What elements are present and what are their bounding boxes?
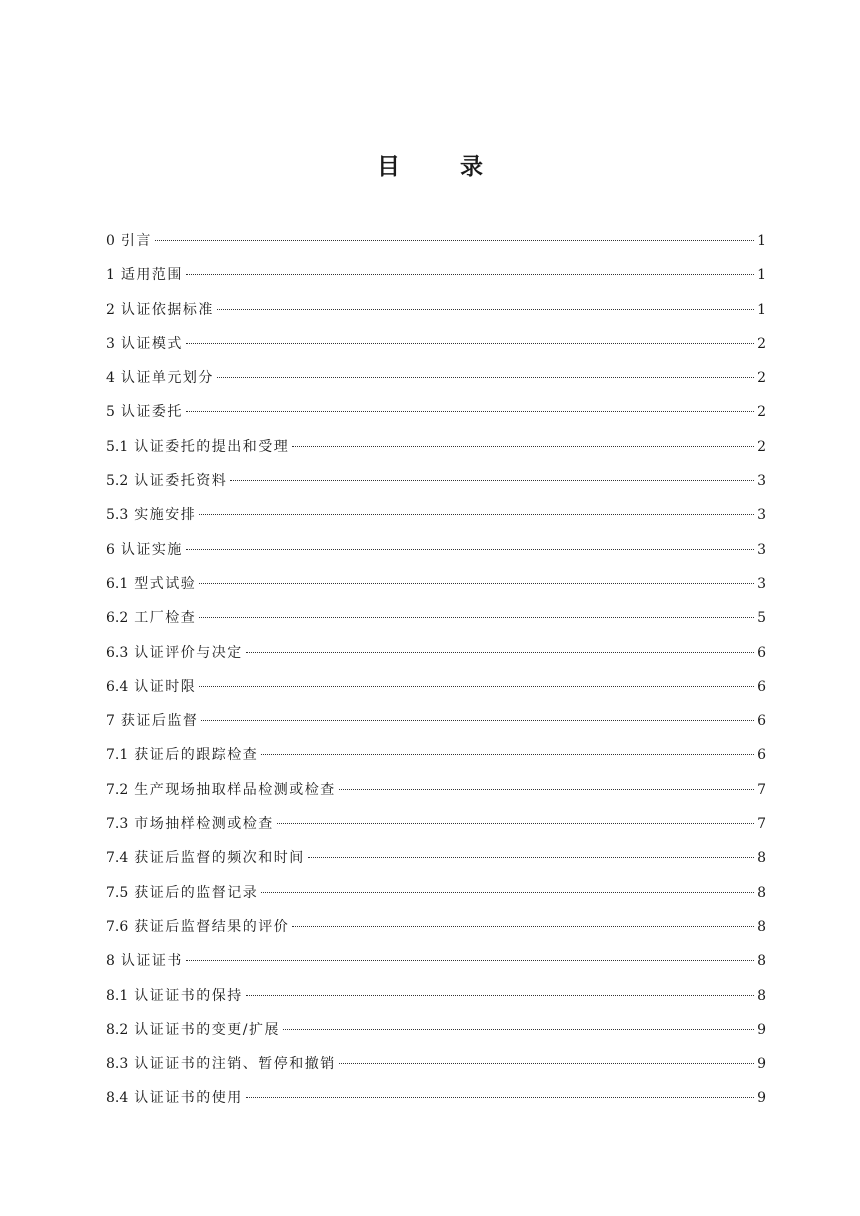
toc-entry-number: 6.4 — [106, 678, 129, 695]
toc-dot-leader — [292, 446, 754, 447]
toc-dot-leader — [186, 549, 754, 550]
toc-entry[interactable] — [106, 603, 766, 637]
toc-dot-leader — [199, 583, 754, 584]
toc-entry[interactable] — [106, 466, 766, 500]
toc-entry-title: 实施安排 — [134, 507, 197, 524]
toc-entry-number: 2 — [106, 301, 115, 318]
toc-entry-number: 8 — [106, 953, 115, 970]
toc-entry-title: 认证单元划分 — [120, 370, 214, 387]
toc-entry-page: 1 — [757, 301, 766, 318]
toc-dot-leader — [308, 857, 754, 858]
toc-dot-leader — [246, 652, 754, 653]
toc-entry-title: 获证后的监督记录 — [134, 884, 259, 901]
toc-dot-leader — [261, 754, 754, 755]
toc-entry[interactable] — [106, 981, 766, 1015]
toc-entry[interactable] — [106, 226, 766, 260]
toc-entry-title: 认证证书的变更/扩展 — [134, 1021, 280, 1038]
toc-entry-number: 8.4 — [106, 1090, 129, 1107]
toc-entry[interactable] — [106, 775, 766, 809]
toc-entry-number: 6.1 — [106, 575, 129, 592]
toc-dot-leader — [217, 309, 754, 310]
toc-entry-page: 1 — [757, 267, 766, 284]
toc-entry-page: 6 — [757, 747, 766, 764]
toc-entry[interactable] — [106, 638, 766, 672]
toc-entry-number: 1 — [106, 267, 115, 284]
toc-entry-number: 3 — [106, 335, 115, 352]
toc-entry-number: 7.5 — [106, 884, 129, 901]
toc-entry-title: 引言 — [120, 233, 152, 249]
toc-entry-number: 4 — [106, 370, 115, 387]
toc-entry-number: 8.2 — [106, 1021, 129, 1038]
toc-entry-page: 1 — [757, 233, 766, 249]
toc-entry-number: 6.2 — [106, 610, 129, 627]
toc-entry-page: 6 — [757, 713, 766, 730]
toc-entry[interactable] — [106, 946, 766, 980]
toc-entry-page: 5 — [757, 610, 766, 627]
toc-entry-page: 9 — [757, 1090, 766, 1107]
toc-entry-page: 2 — [757, 335, 766, 352]
toc-entry-number: 5.2 — [106, 473, 129, 490]
toc-entry-page: 6 — [757, 678, 766, 695]
toc-entry[interactable] — [106, 329, 766, 363]
toc-dot-leader — [186, 343, 754, 344]
toc-dot-leader — [186, 411, 754, 412]
toc-entry-title: 适用范围 — [120, 267, 183, 284]
toc-entry-title: 生产现场抽取样品检测或检查 — [134, 781, 336, 798]
toc-entry-page: 3 — [757, 473, 766, 490]
toc-entry-page: 9 — [757, 1056, 766, 1073]
toc-entry[interactable] — [106, 706, 766, 740]
toc-entry-number: 0 — [106, 233, 115, 249]
toc-entry-title: 认证评价与决定 — [134, 644, 243, 661]
toc-entry-page: 8 — [757, 953, 766, 970]
toc-dot-leader — [186, 274, 754, 275]
toc-entry-title: 认证证书的注销、暂停和撤销 — [134, 1056, 336, 1073]
toc-entry-title: 认证证书的使用 — [134, 1090, 243, 1107]
toc-entry-title: 获证后监督的频次和时间 — [134, 850, 305, 867]
toc-entry[interactable] — [106, 363, 766, 397]
toc-entry-title: 认证委托的提出和受理 — [134, 438, 290, 455]
toc-entry[interactable] — [106, 1049, 766, 1083]
toc-entry-number: 6 — [106, 541, 115, 558]
toc-entry[interactable] — [106, 809, 766, 843]
toc-entry[interactable] — [106, 295, 766, 329]
toc-entry[interactable] — [106, 432, 766, 466]
toc-entry-page: 6 — [757, 644, 766, 661]
toc-entry-number: 8.1 — [106, 987, 129, 1004]
toc-entry[interactable] — [106, 672, 766, 706]
toc-entry-number: 7.4 — [106, 850, 129, 867]
toc-entry-number: 5 — [106, 404, 115, 421]
toc-entry-title: 认证模式 — [120, 335, 183, 352]
toc-dot-leader — [199, 617, 754, 618]
toc-entry-page: 8 — [757, 850, 766, 867]
toc-entry-page: 9 — [757, 1021, 766, 1038]
toc-entry[interactable] — [106, 843, 766, 877]
toc-entry-page: 3 — [757, 541, 766, 558]
toc-entry-page: 8 — [757, 918, 766, 935]
toc-dot-leader — [292, 926, 754, 927]
toc-entry-title: 认证依据标准 — [120, 301, 214, 318]
toc-entry-page: 7 — [757, 816, 766, 833]
toc-entry[interactable] — [106, 569, 766, 603]
toc-title: 目 录 — [376, 153, 509, 180]
toc-dot-leader — [261, 892, 754, 893]
toc-entry-title: 认证证书的保持 — [134, 987, 243, 1004]
toc-entry-title: 市场抽样检测或检查 — [134, 816, 274, 833]
toc-entry[interactable] — [106, 260, 766, 294]
toc-entry-title: 认证证书 — [120, 953, 183, 970]
toc-entry-page: 3 — [757, 507, 766, 524]
toc-dot-leader — [186, 960, 754, 961]
toc-dot-leader — [199, 514, 754, 515]
toc-entry-title: 获证后监督结果的评价 — [134, 918, 290, 935]
toc-entry-page: 8 — [757, 884, 766, 901]
toc-dot-leader — [283, 1029, 754, 1030]
toc-entry[interactable] — [106, 912, 766, 946]
toc-entry-number: 7.1 — [106, 747, 129, 764]
toc-entry[interactable] — [106, 500, 766, 534]
toc-dot-leader — [201, 720, 754, 721]
toc-list — [106, 226, 766, 1118]
toc-entry-title: 型式试验 — [134, 575, 197, 592]
toc-entry-title: 认证委托资料 — [134, 473, 228, 490]
toc-dot-leader — [246, 1097, 754, 1098]
toc-entry-number: 5.1 — [106, 438, 129, 455]
toc-entry-page: 7 — [757, 781, 766, 798]
toc-dot-leader — [217, 377, 754, 378]
toc-dot-leader — [155, 240, 754, 241]
toc-dot-leader — [339, 789, 754, 790]
toc-entry-title: 认证委托 — [120, 404, 183, 421]
toc-entry[interactable] — [106, 397, 766, 431]
toc-dot-leader — [277, 823, 754, 824]
toc-entry-page: 3 — [757, 575, 766, 592]
toc-entry-title: 获证后的跟踪检查 — [134, 747, 259, 764]
toc-entry-page: 2 — [757, 404, 766, 421]
toc-entry[interactable] — [106, 1015, 766, 1049]
toc-entry-page: 8 — [757, 987, 766, 1004]
toc-entry[interactable] — [106, 535, 766, 569]
toc-entry-title: 认证实施 — [120, 541, 183, 558]
toc-entry-number: 7.2 — [106, 781, 129, 798]
toc-dot-leader — [246, 995, 754, 996]
toc-entry[interactable] — [106, 740, 766, 774]
toc-entry[interactable] — [106, 878, 766, 912]
toc-entry-number: 6.3 — [106, 644, 129, 661]
toc-dot-leader — [199, 686, 754, 687]
toc-dot-leader — [230, 480, 754, 481]
toc-entry-number: 8.3 — [106, 1056, 129, 1073]
toc-entry-page: 2 — [757, 370, 766, 387]
toc-entry-number: 5.3 — [106, 507, 129, 524]
toc-dot-leader — [339, 1063, 754, 1064]
toc-entry-page: 2 — [757, 438, 766, 455]
toc-entry-title: 获证后监督 — [120, 713, 199, 730]
toc-entry-number: 7.6 — [106, 918, 129, 935]
toc-entry-number: 7.3 — [106, 816, 129, 833]
toc-entry-title: 认证时限 — [134, 678, 197, 695]
toc-entry[interactable] — [106, 1083, 766, 1117]
toc-entry-title: 工厂检查 — [134, 610, 197, 627]
toc-entry-number: 7 — [106, 713, 115, 730]
